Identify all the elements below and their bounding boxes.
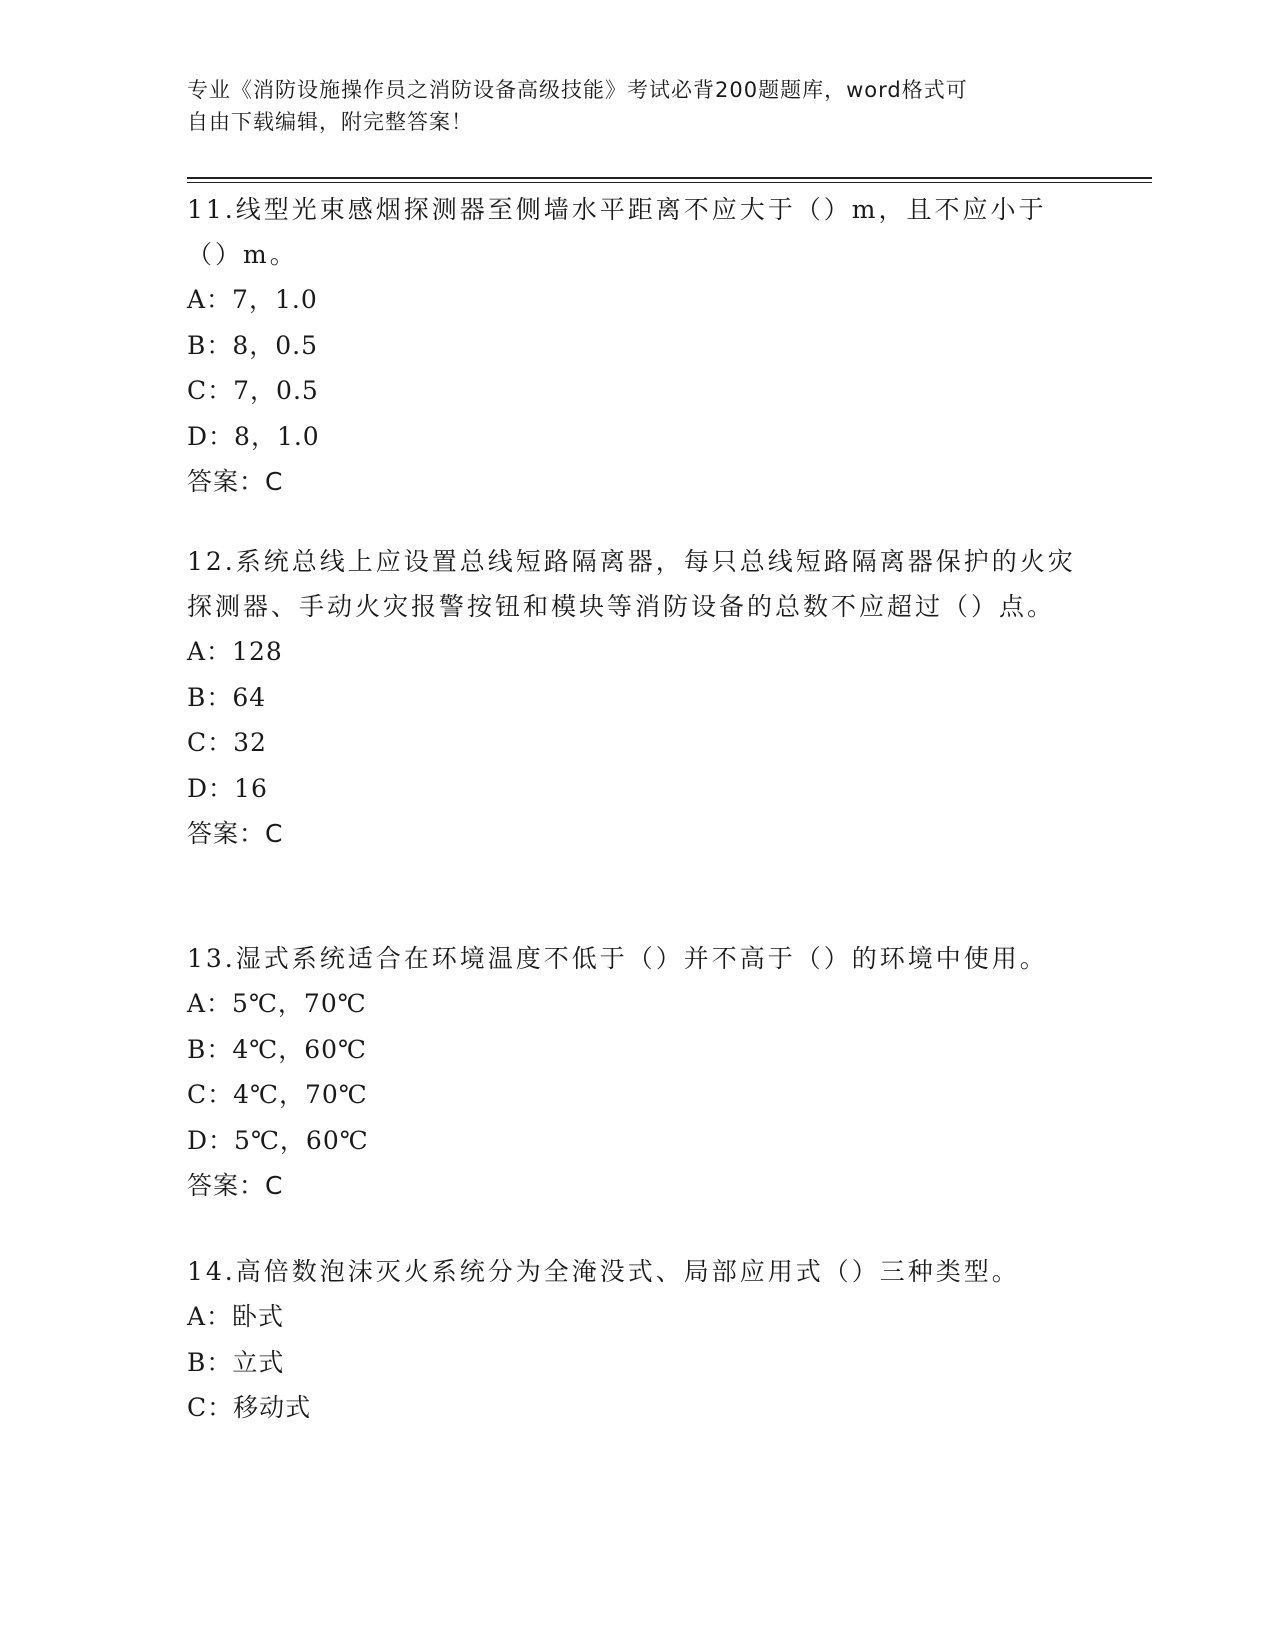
option-a: A：5℃，70℃ (187, 989, 367, 1018)
header-line-1: 专业《消防设施操作员之消防设备高级技能》考试必背200题题库，word格式可 (187, 78, 968, 102)
option-d: D：8，1.0 (187, 421, 320, 451)
question-14 (187, 1249, 1087, 1431)
question-text: 11.线型光束感烟探测器至侧墙水平距离不应大于（）m，且不应小于（）m。 (187, 195, 1047, 269)
option-c: C：32 (187, 728, 267, 757)
option-a: A：128 (187, 637, 283, 666)
header-line-2: 自由下载编辑，附完整答案！ (187, 110, 473, 134)
option-b: B：立式 (187, 1347, 285, 1377)
header-divider-thin (187, 182, 1152, 183)
question-text: 12.系统总线上应设置总线短路隔离器，每只总线短路隔离器保护的火灾探测器、手动火灾报警按钮和模块等消防设备的总数不应超过（）点。 (187, 547, 1076, 621)
question-text: 13.湿式系统适合在环境温度不低于（）并不高于（）的环境中使用。 (187, 944, 1048, 973)
option-b: B：64 (187, 682, 267, 712)
option-d: D：5℃，60℃ (187, 1125, 369, 1155)
option-d: D：16 (187, 773, 268, 803)
document-header (187, 74, 1067, 138)
answer: 答案：C (187, 1171, 284, 1200)
option-c: C：7，0.5 (187, 376, 319, 405)
header-divider-thick (187, 177, 1152, 179)
option-b: B：8，0.5 (187, 330, 319, 360)
option-b: B：4℃，60℃ (187, 1034, 368, 1064)
option-c: C：移动式 (187, 1393, 312, 1422)
option-a: A：卧式 (187, 1302, 285, 1331)
question-12 (187, 539, 1087, 857)
answer: 答案：C (187, 467, 284, 496)
option-c: C：4℃，70℃ (187, 1080, 368, 1109)
answer: 答案：C (187, 819, 284, 848)
option-a: A：7，1.0 (187, 285, 318, 314)
question-11 (187, 187, 1087, 505)
question-text: 14.高倍数泡沫灭火系统分为全淹没式、局部应用式（）三种类型。 (187, 1257, 1020, 1286)
question-13 (187, 936, 1087, 1209)
